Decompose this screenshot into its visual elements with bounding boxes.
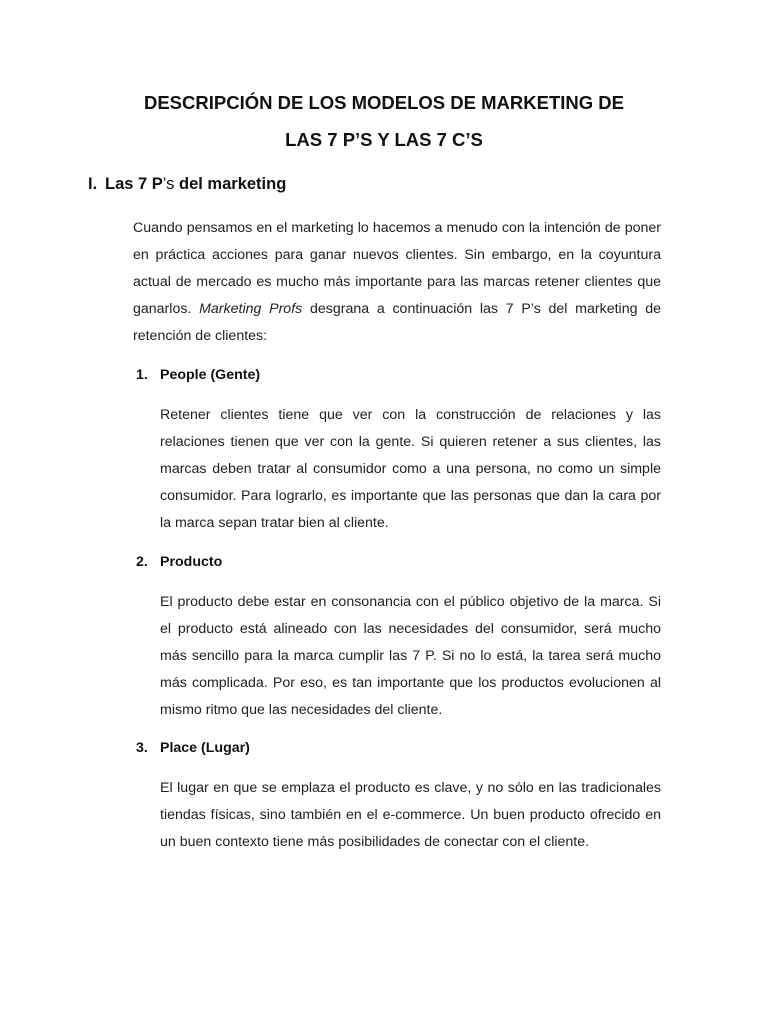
item-title: Producto (160, 554, 223, 570)
document-title-line-1: DESCRIPCIÓN DE LOS MODELOS DE MARKETING DE (143, 92, 624, 113)
document-title-line-2: LAS 7 P’S Y LAS 7 C’S (285, 129, 483, 150)
section-title-start: Las 7 P (105, 175, 163, 193)
item-paragraph-producto: El producto debe estar en consonancia con el público objetivo de la marca. Si el producto está alineado con las necesidades del consumidor, será mucho más sencillo para la marca cumplir las 7 P. Si no lo está, la tarea será mucho más complicada. Por eso, es tan importante que los productos evolucionen al mismo ritmo que las necesidades del cliente. (160, 594, 661, 718)
item-title: People (Gente) (160, 367, 261, 383)
section-title-end: del marketing (174, 175, 287, 193)
item-heading-producto (136, 554, 222, 570)
item-number: 1. (136, 367, 148, 383)
intro-text-part-1: Cuando pensamos en el marketing lo hacemos a menudo con la intención de poner en práctica acciones para ganar nuevos clientes. Sin embargo, en la coyuntura actual de mercado es mucho más importante para las marcas retener clientes que ganarlos. (133, 220, 661, 317)
intro-text-part-2: desgrana a continuación las 7 P’s del marketing de retención de clientes: (133, 301, 661, 344)
section-number: I. (88, 175, 98, 193)
section-title-ps: ’s (162, 175, 175, 193)
item-number: 2. (136, 554, 148, 570)
item-heading-place (136, 740, 250, 756)
section-heading (88, 175, 286, 194)
item-title: Place (Lugar) (160, 740, 250, 756)
intro-source-name: Marketing Profs (199, 301, 303, 317)
intro-paragraph (133, 215, 661, 350)
item-paragraph-place: El lugar en que se emplaza el producto es clave, y no sólo en las tradicionales tiendas físicas, sino también en el e-commerce. Un buen producto ofrecido en un buen contexto tiene más posibilidades de conectar con el cliente. (160, 780, 661, 850)
item-heading-people (136, 367, 260, 383)
item-paragraph-people: Retener clientes tiene que ver con la construcción de relaciones y las relaciones tienen que ver con la gente. Si quieren retener a sus clientes, las marcas deben tratar al consumidor como a una persona, no como un simple consumidor. Para lograrlo, es importante que las personas que dan la cara por la marca sepan tratar bien al cliente. (160, 407, 661, 531)
item-number: 3. (136, 740, 148, 756)
